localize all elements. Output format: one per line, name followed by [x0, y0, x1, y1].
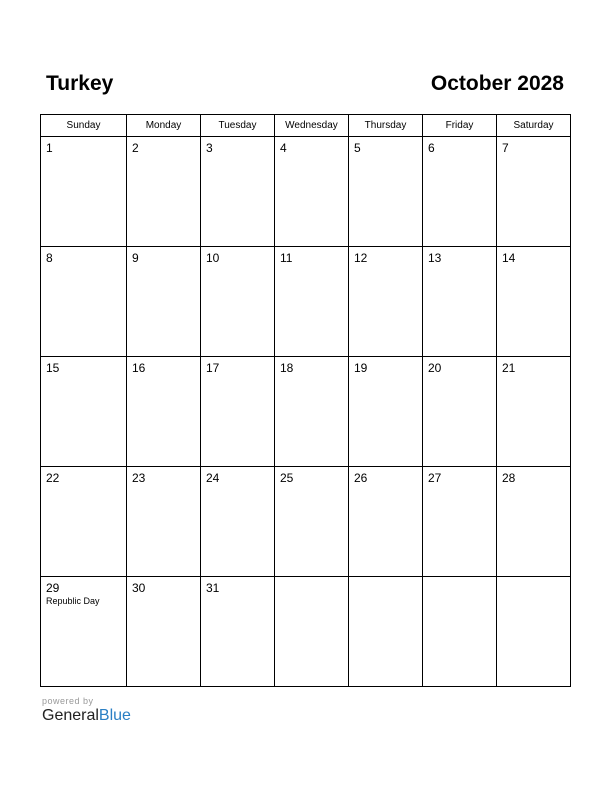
- day-number: 7: [502, 141, 509, 155]
- week-row: [41, 577, 571, 687]
- day-cell: [41, 247, 127, 357]
- day-number: 22: [46, 471, 60, 485]
- day-number: 20: [428, 361, 442, 375]
- day-cell: [127, 137, 201, 247]
- day-cell: [41, 137, 127, 247]
- weekday-sunday: Sunday: [41, 115, 127, 137]
- day-cell: [201, 247, 275, 357]
- day-cell: [201, 467, 275, 577]
- day-cell: [41, 577, 127, 687]
- weekday-wednesday: Wednesday: [275, 115, 349, 137]
- brand-blue: Blue: [98, 707, 131, 724]
- day-number: 2: [132, 141, 139, 155]
- day-cell: [423, 577, 497, 687]
- day-number: 24: [206, 471, 220, 485]
- day-cell: [41, 357, 127, 467]
- day-number: 30: [132, 581, 146, 595]
- day-number: 28: [502, 471, 516, 485]
- day-cell: [349, 577, 423, 687]
- day-number: 8: [46, 251, 53, 265]
- day-cell: [127, 357, 201, 467]
- day-cell: [423, 137, 497, 247]
- day-number: 11: [280, 251, 293, 265]
- day-cell: [275, 247, 349, 357]
- day-number: 15: [46, 361, 60, 375]
- weekday-monday: Monday: [127, 115, 201, 137]
- day-number: 27: [428, 471, 442, 485]
- day-cell: [275, 137, 349, 247]
- day-number: 17: [206, 361, 220, 375]
- day-number: 6: [428, 141, 435, 155]
- week-row: [41, 247, 571, 357]
- day-cell: [275, 577, 349, 687]
- day-cell: [201, 357, 275, 467]
- day-cell: [423, 247, 497, 357]
- day-cell: [201, 577, 275, 687]
- day-number: 4: [280, 141, 287, 155]
- week-row: [41, 357, 571, 467]
- day-number: 21: [502, 361, 516, 375]
- day-cell: [423, 357, 497, 467]
- day-cell: [127, 467, 201, 577]
- weekday-saturday: Saturday: [497, 115, 571, 137]
- day-cell: [349, 247, 423, 357]
- week-row: [41, 137, 571, 247]
- day-number: 13: [428, 251, 442, 265]
- day-number: 1: [46, 141, 53, 155]
- day-cell: [41, 467, 127, 577]
- day-cell: [275, 467, 349, 577]
- week-row: [41, 467, 571, 577]
- day-number: 26: [354, 471, 368, 485]
- weekday-thursday: Thursday: [349, 115, 423, 137]
- day-cell: [201, 137, 275, 247]
- day-cell: [423, 467, 497, 577]
- day-number: 19: [354, 361, 368, 375]
- day-cell: [497, 357, 571, 467]
- day-cell: [497, 467, 571, 577]
- weekday-header-row: [41, 115, 571, 137]
- day-number: 9: [132, 251, 139, 265]
- day-number: 3: [206, 141, 213, 155]
- holiday-label: Republic Day: [46, 596, 100, 606]
- day-cell: [127, 247, 201, 357]
- weekday-friday: Friday: [423, 115, 497, 137]
- day-number: 18: [280, 361, 294, 375]
- powered-by-text: powered by: [42, 696, 94, 706]
- day-number: 31: [206, 581, 220, 595]
- month-year-title: October 2028: [430, 72, 564, 95]
- calendar-grid: [40, 114, 571, 687]
- day-cell: [497, 247, 571, 357]
- brand-general: General: [42, 707, 99, 724]
- day-cell: [497, 577, 571, 687]
- generalblue-logo: [42, 707, 131, 725]
- day-number: 5: [354, 141, 361, 155]
- day-cell: [127, 577, 201, 687]
- day-cell: [497, 137, 571, 247]
- day-number: 29: [46, 581, 60, 595]
- day-number: 16: [132, 361, 146, 375]
- day-cell: [275, 357, 349, 467]
- footer-branding: [42, 696, 131, 725]
- day-cell: [349, 357, 423, 467]
- day-number: 25: [280, 471, 294, 485]
- day-number: 14: [502, 251, 516, 265]
- country-title: Turkey: [46, 72, 114, 95]
- weekday-tuesday: Tuesday: [201, 115, 275, 137]
- day-cell: [349, 137, 423, 247]
- day-number: 23: [132, 471, 146, 485]
- day-cell: [349, 467, 423, 577]
- day-number: 10: [206, 251, 220, 265]
- day-number: 12: [354, 251, 368, 265]
